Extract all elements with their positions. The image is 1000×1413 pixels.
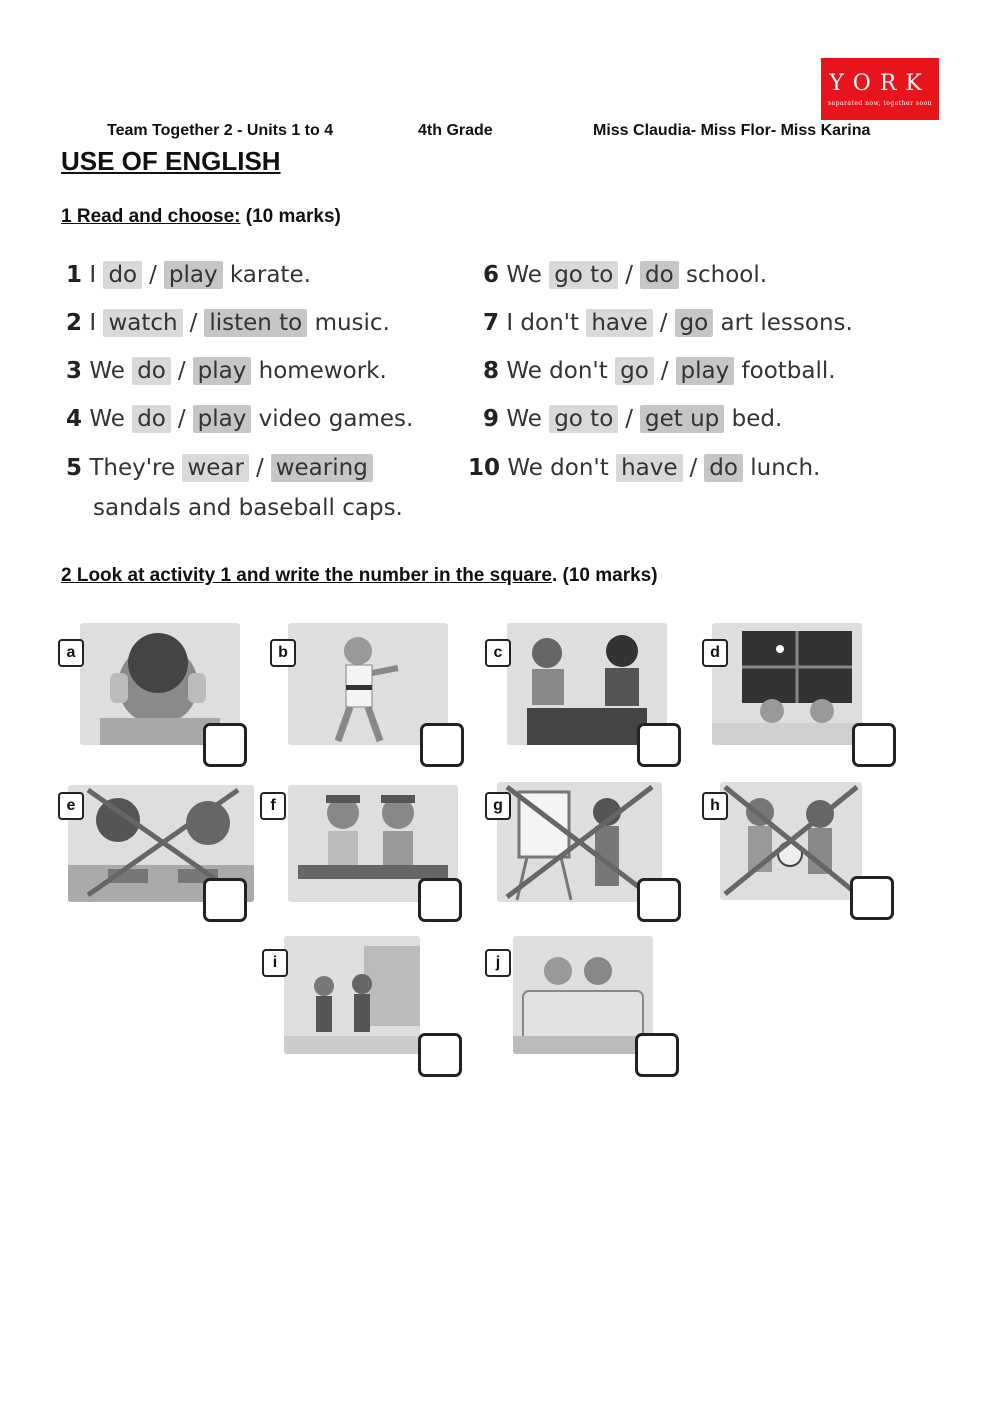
question-text: We (89, 358, 125, 384)
option-b[interactable]: go (675, 309, 714, 337)
option-a[interactable]: do (103, 261, 142, 289)
school-logo (821, 58, 939, 120)
option-b[interactable]: play (676, 357, 735, 385)
question-text-end: video games. (258, 406, 414, 432)
picture-e (58, 780, 258, 925)
question-number: 5 (66, 455, 83, 481)
grade-label: 4th Grade (418, 122, 493, 139)
question-number: 8 (483, 358, 500, 384)
picture-letter: e (58, 792, 84, 820)
question-text-end: homework. (258, 358, 387, 384)
question-4: 4 We do / play video games. (66, 406, 414, 432)
question-7: 7 I don't have / go art lessons. (483, 310, 853, 336)
section2-title: 2 Look at activity 1 and write the number in the square (61, 565, 552, 586)
picture-b (270, 623, 465, 768)
question-text: We don't (506, 358, 608, 384)
illustration-football (720, 782, 862, 900)
logo-tagline: separated now, together soon (827, 100, 933, 107)
teachers-label: Miss Claudia- Miss Flor- Miss Karina (593, 122, 871, 139)
option-a[interactable]: go to (549, 405, 618, 433)
question-9: 9 We go to / get up bed. (483, 406, 783, 432)
question-text: I (89, 262, 97, 288)
question-text-end: football. (741, 358, 836, 384)
question-text: They're (89, 455, 176, 481)
question-10: 10 We don't have / do lunch. (468, 455, 821, 481)
picture-letter: j (485, 949, 511, 977)
option-b[interactable]: play (164, 261, 223, 289)
option-a[interactable]: wear (182, 454, 249, 482)
option-a[interactable]: do (132, 357, 171, 385)
answer-box-f[interactable] (418, 878, 462, 922)
option-b[interactable]: listen to (204, 309, 307, 337)
question-text-end: karate. (229, 262, 311, 288)
picture-letter: c (485, 639, 511, 667)
question-3: 3 We do / play homework. (66, 358, 387, 384)
question-text-end: music. (314, 310, 390, 336)
question-8: 8 We don't go / play football. (483, 358, 836, 384)
section1-title: 1 Read and choose: (61, 206, 241, 227)
question-number: 9 (483, 406, 500, 432)
picture-a (58, 623, 248, 768)
page-title: USE OF ENGLISH (61, 146, 281, 176)
option-a[interactable]: do (132, 405, 171, 433)
question-text-end: school. (686, 262, 768, 288)
question-2: 2 I watch / listen to music. (66, 310, 390, 336)
option-b[interactable]: get up (640, 405, 724, 433)
picture-letter: h (702, 792, 728, 820)
option-a[interactable]: have (586, 309, 652, 337)
logo-word: YORK (829, 71, 931, 96)
question-text: We (89, 406, 125, 432)
section1-marks: (10 marks) (240, 206, 341, 227)
question-number: 3 (66, 358, 83, 384)
picture-letter: i (262, 949, 288, 977)
option-b[interactable]: do (704, 454, 743, 482)
question-text: We don't (507, 455, 609, 481)
question-number: 4 (66, 406, 83, 432)
answer-box-d[interactable] (852, 723, 896, 767)
picture-g (485, 780, 683, 925)
question-5: 5 They're wear / wearing (66, 455, 373, 481)
picture-f (260, 780, 465, 925)
question-number: 1 (66, 262, 83, 288)
picture-j (485, 936, 683, 1081)
answer-box-i[interactable] (418, 1033, 462, 1077)
option-a[interactable]: go (615, 357, 654, 385)
answer-box-e[interactable] (203, 878, 247, 922)
course-name: Team Together 2 - Units 1 to 4 (107, 122, 334, 139)
question-number: 6 (483, 262, 500, 288)
section1-heading (61, 206, 341, 228)
question-text: I (89, 310, 97, 336)
picture-letter: f (260, 792, 286, 820)
illustration-bed (513, 936, 653, 1054)
picture-letter: a (58, 639, 84, 667)
option-a[interactable]: have (616, 454, 682, 482)
answer-box-h[interactable] (850, 876, 894, 920)
picture-letter: b (270, 639, 296, 667)
picture-h (702, 780, 897, 925)
question-number: 10 (468, 455, 501, 481)
answer-box-j[interactable] (635, 1033, 679, 1077)
question-number: 7 (483, 310, 500, 336)
question-6: 6 We go to / do school. (483, 262, 768, 288)
picture-letter: d (702, 639, 728, 667)
option-b[interactable]: do (640, 261, 679, 289)
question-text-end: art lessons. (720, 310, 853, 336)
picture-i (262, 936, 465, 1081)
answer-box-b[interactable] (420, 723, 464, 767)
illustration-night-window (712, 623, 862, 745)
section2-marks: . (10 marks) (551, 565, 658, 586)
answer-box-a[interactable] (203, 723, 247, 767)
picture-d (702, 623, 897, 768)
section2-heading (61, 565, 658, 587)
option-b[interactable]: play (193, 405, 252, 433)
question-5-line2: sandals and baseball caps. (93, 495, 403, 521)
question-1: 1 I do / play karate. (66, 262, 311, 288)
question-text: I don't (506, 310, 580, 336)
question-text-end: bed. (731, 406, 783, 432)
answer-box-g[interactable] (637, 878, 681, 922)
question-text-end: lunch. (750, 455, 821, 481)
option-a[interactable]: go to (549, 261, 618, 289)
option-b[interactable]: wearing (271, 454, 373, 482)
picture-c (485, 623, 683, 768)
option-a[interactable]: watch (103, 309, 182, 337)
question-number: 2 (66, 310, 83, 336)
question-text: We (506, 262, 542, 288)
question-text: We (506, 406, 542, 432)
option-b[interactable]: play (193, 357, 252, 385)
illustration-school-walk (284, 936, 420, 1054)
picture-letter: g (485, 792, 511, 820)
answer-box-c[interactable] (637, 723, 681, 767)
